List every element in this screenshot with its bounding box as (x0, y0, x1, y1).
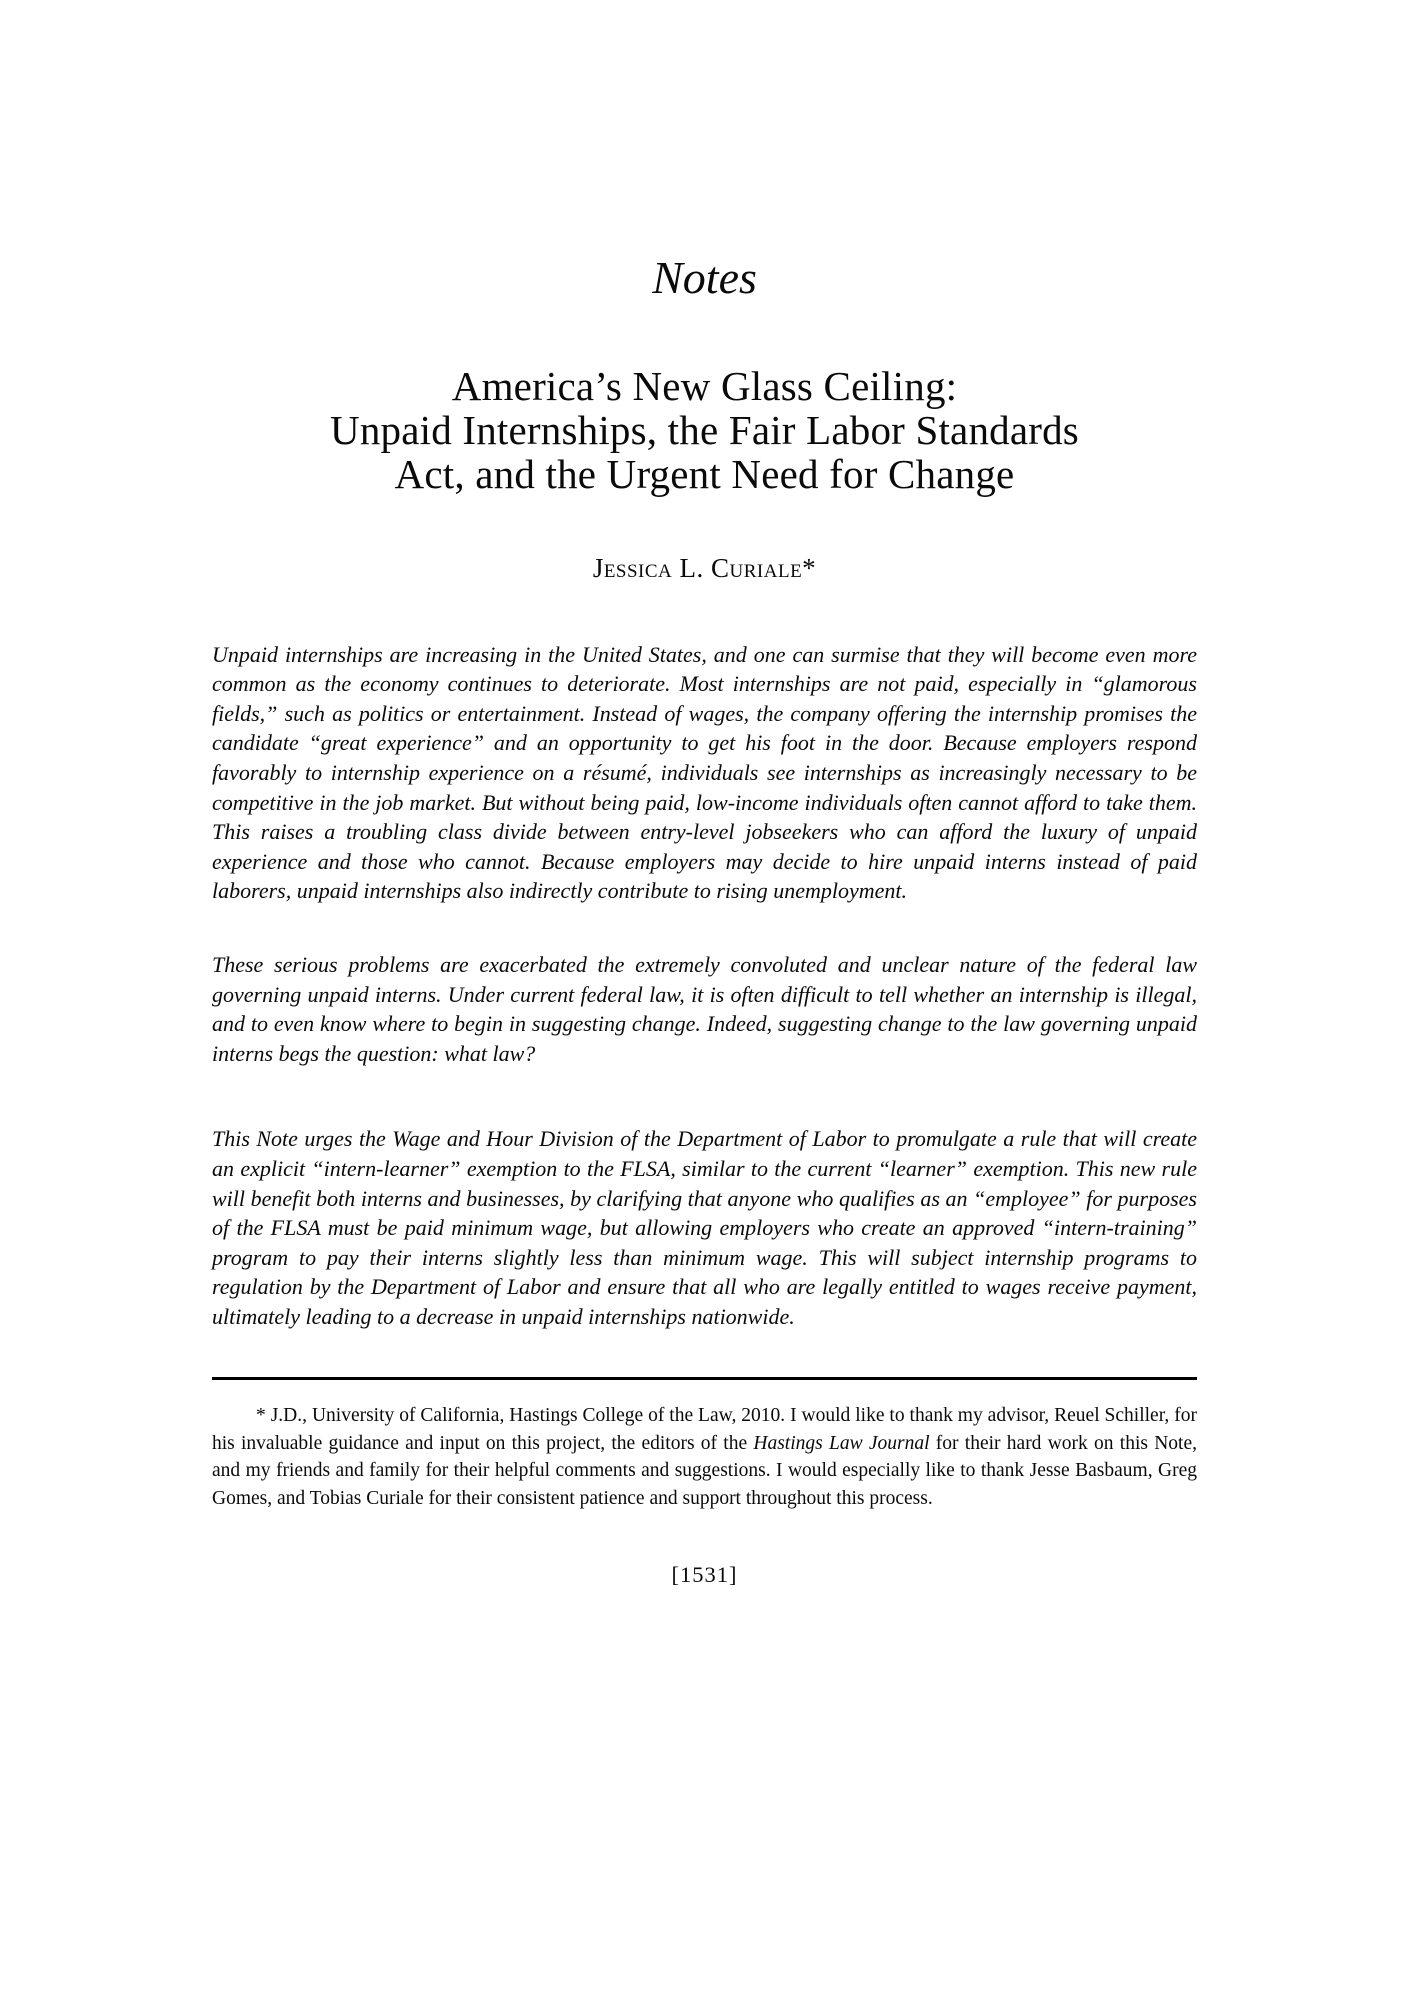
author-byline: Jessica L. Curiale* (592, 552, 817, 583)
article-title-line-3: Act, and the Urgent Need for Change (394, 450, 1015, 497)
footnote (212, 1402, 1197, 1512)
abstract (212, 640, 1197, 1332)
page-number: [1531] (671, 1562, 738, 1588)
article-title (212, 364, 1197, 496)
abstract-paragraph-1: Unpaid internships are increasing in the United States, and one can surmise that they will become even more common as the economy continues to deteriorate. Most internships are not paid, especially in “glamorous fields,” such as politics or entertainment. Instead of wages, the company offering the internship promises the candidate “great experience” and an opportunity to get his foot in the door. Because employers respond favorably to internship experience on a résumé, individuals see internships as increasingly necessary to be competitive in the job market. But without being paid, low-income individuals often cannot afford to take them. This raises a troubling class divide between entry-level jobseekers who can afford the luxury of unpaid experience and those who cannot. Because employers may decide to hire unpaid interns instead of paid laborers, unpaid internships also indirectly contribute to rising unemployment. (212, 641, 1197, 904)
footnote-journal-name: Hastings Law Journal (753, 1432, 930, 1454)
footnote-text-after-journal: for their hard work on this Note, and my friends and family for their helpful comments and suggestions. I would especially like to thank Jesse Basbaum, Greg Gomes, and Tobias Curiale for their consistent patience and support throughout this process. (212, 1432, 1198, 1509)
article-title-line-2: Unpaid Internships, the Fair Labor Standards (330, 406, 1079, 453)
article-title-line-1: America’s New Glass Ceiling: (451, 362, 958, 409)
section-label: Notes (652, 252, 757, 303)
abstract-paragraph-3: This Note urges the Wage and Hour Division of the Department of Labor to promulgate a rule that will create an explicit “intern-learner” exemption to the FLSA, similar to the current “learner” exemption. This new rule will benefit both interns and businesses, by clarifying that anyone who qualifies as an “employee” for purposes of the FLSA must be paid minimum wage, but allowing employers who create an approved “intern-training” program to pay their interns slightly less than minimum wage. This will subject internship programs to regulation by the Department of Labor and ensure that all who are legally entitled to wages receive payment, ultimately leading to a decrease in unpaid internships nationwide. (212, 1126, 1197, 1329)
page-content-column (212, 0, 1197, 1588)
footnote-rule (212, 1377, 1197, 1380)
abstract-paragraph-2: These serious problems are exacerbated the extremely convoluted and unclear nature of the federal law governing unpaid interns. Under current federal law, it is often difficult to tell whether an internship is illegal, and to even know where to begin in suggesting change. Indeed, suggesting change to the law governing unpaid interns begs the question: what law? (212, 951, 1197, 1066)
footnote-text-before-journal: * J.D., University of California, Hastings College of the Law, 2010. I would like to thank my advisor, Reuel Schiller, for his invaluable guidance and input on this project, the editors of the (212, 1405, 1197, 1454)
